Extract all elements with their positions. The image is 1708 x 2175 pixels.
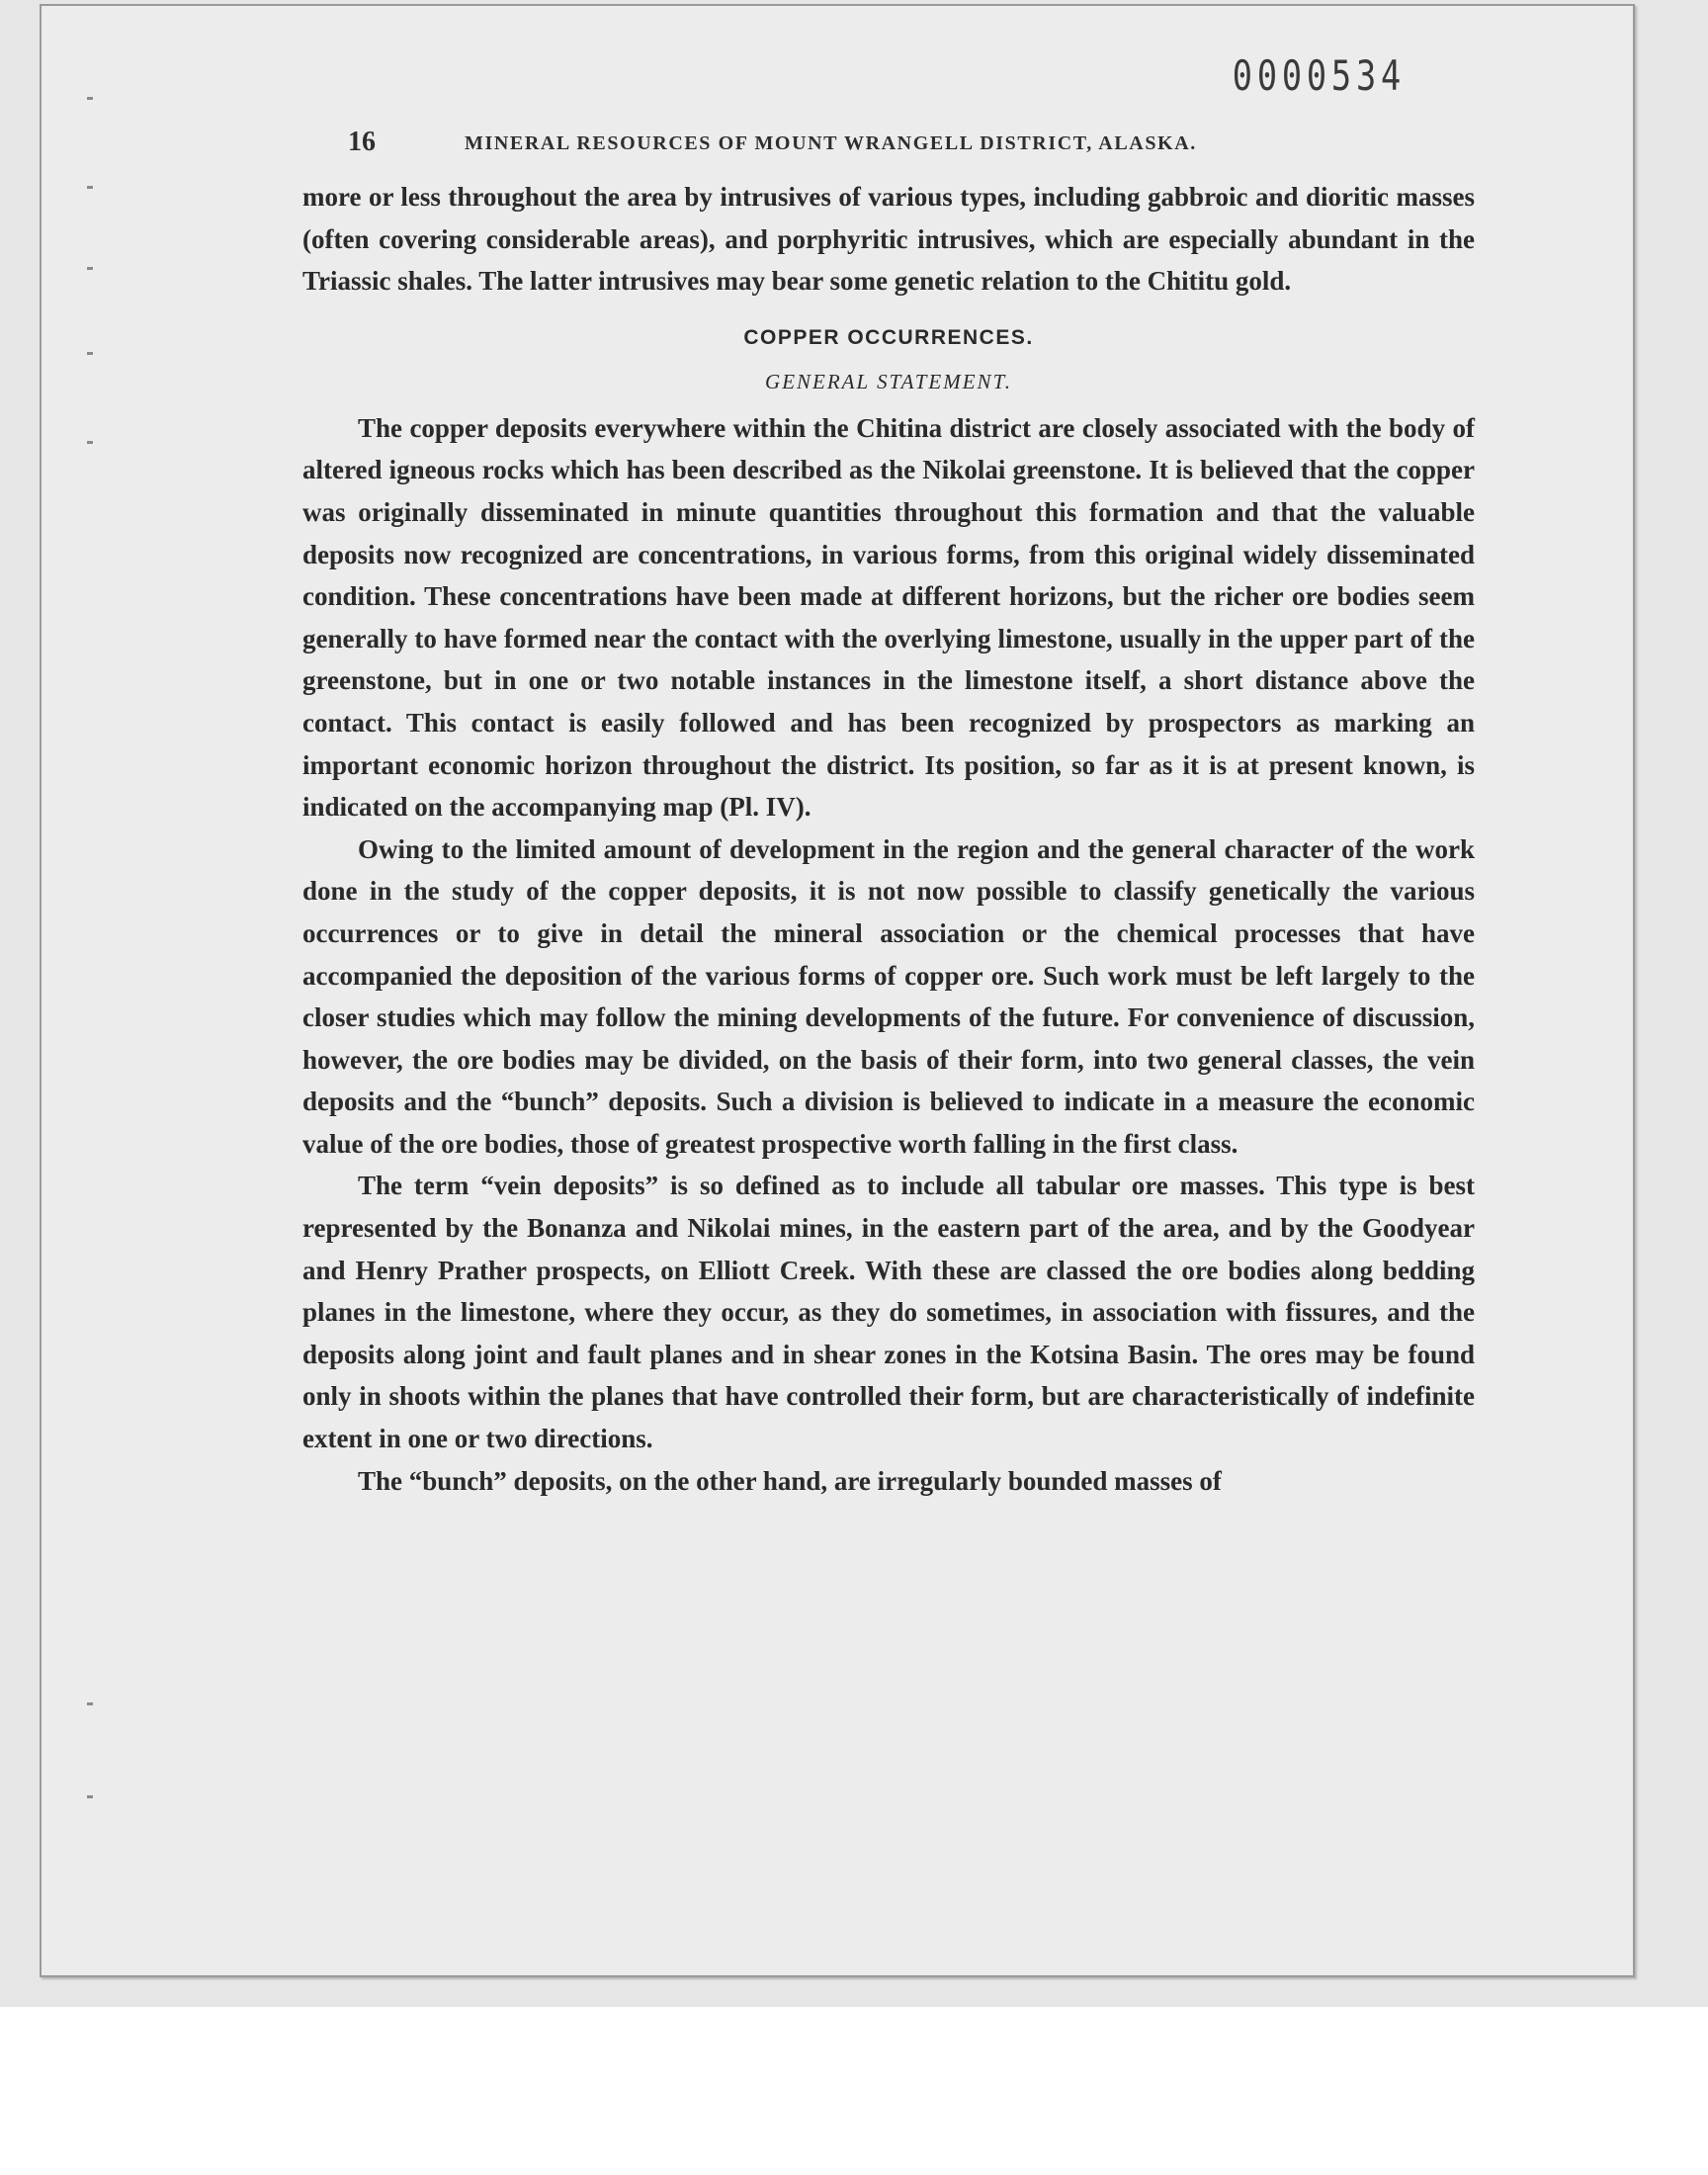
sub-heading: GENERAL STATEMENT. (765, 369, 1012, 393)
margin-mark (87, 441, 93, 444)
running-title: MINERAL RESOURCES OF MOUNT WRANGELL DISTRICT, ALASKA. (465, 132, 1197, 154)
margin-mark (87, 1702, 93, 1705)
document-number-stamp: 0000534 (1232, 51, 1406, 100)
margin-mark (87, 352, 93, 355)
paragraph: The copper deposits everywhere within the Chitina district are closely associated with the body of altered igneous rocks which has been described as the Nikolai greenstone. It is believed that the copper was originally disseminated in minute quantities throughout this formation and that the valuable deposits now recognized are concentrations, in various forms, from this original widely disseminated condition. These concentrations have been made at different horizons, but the richer ore bodies seem generally to have formed near the contact with the overlying limestone, usually in the upper part of the greenstone, but in one or two notable instances in the limestone itself, a short distance above the contact. This contact is easily followed and has been recognized by prospectors as marking an important economic horizon throughout the district. Its position, so far as it is at present known, is indicated on the accompanying map (Pl. IV). (302, 412, 1475, 823)
margin-mark (87, 1795, 93, 1798)
paragraph: The term “vein deposits” is so defined as to include all tabular ore masses. This type is best represented by the Bonanza and Nikolai mines, in the eastern part of the area, and by the Goodyear and Henry Prather prospects, on Elliott Creek. With these are classed the ore bodies along bedding planes in the limestone, where they occur, as they do sometimes, in association with fissures, and the deposits along joint and fault planes and in shear zones in the Kotsina Basin. The ores may be found only in shoots within the planes that have controlled their form, but are characteristically of indefinite extent in one or two directions. (302, 1171, 1475, 1454)
page-body (302, 176, 1475, 1502)
running-header (308, 127, 1514, 166)
section-heading: COPPER OCCURRENCES. (743, 325, 1034, 349)
margin-mark (87, 186, 93, 189)
paragraph: Owing to the limited amount of development in the region and the general character of the work done in the study of the copper deposits, it is not now possible to classify genetically the various occurrences or to give in detail the mineral association or the chemical processes that have accompanied the deposition of the various forms of copper ore. Such work must be left largely to the closer studies which may follow the mining developments of the future. For convenience of discussion, however, the ore bodies may be divided, on the basis of their form, into two general classes, the vein deposits and the “bunch” deposits. Such a division is believed to indicate in a measure the economic value of the ore bodies, those of greatest prospective worth falling in the first class. (302, 833, 1475, 1159)
margin-mark (87, 97, 93, 100)
paragraph: The “bunch” deposits, on the other hand, are irregularly bounded masses of (358, 1465, 1222, 1496)
margin-mark (87, 267, 93, 270)
intro-paragraph: more or less throughout the area by intrusives of various types, including gabbroic and dioritic masses (often covering considerable areas), and porphyritic intrusives, which are especially abundant in the Triassic shales. The latter intrusives may bear some genetic relation to the Chititu gold. (302, 182, 1475, 297)
page-number: 16 (348, 127, 376, 157)
